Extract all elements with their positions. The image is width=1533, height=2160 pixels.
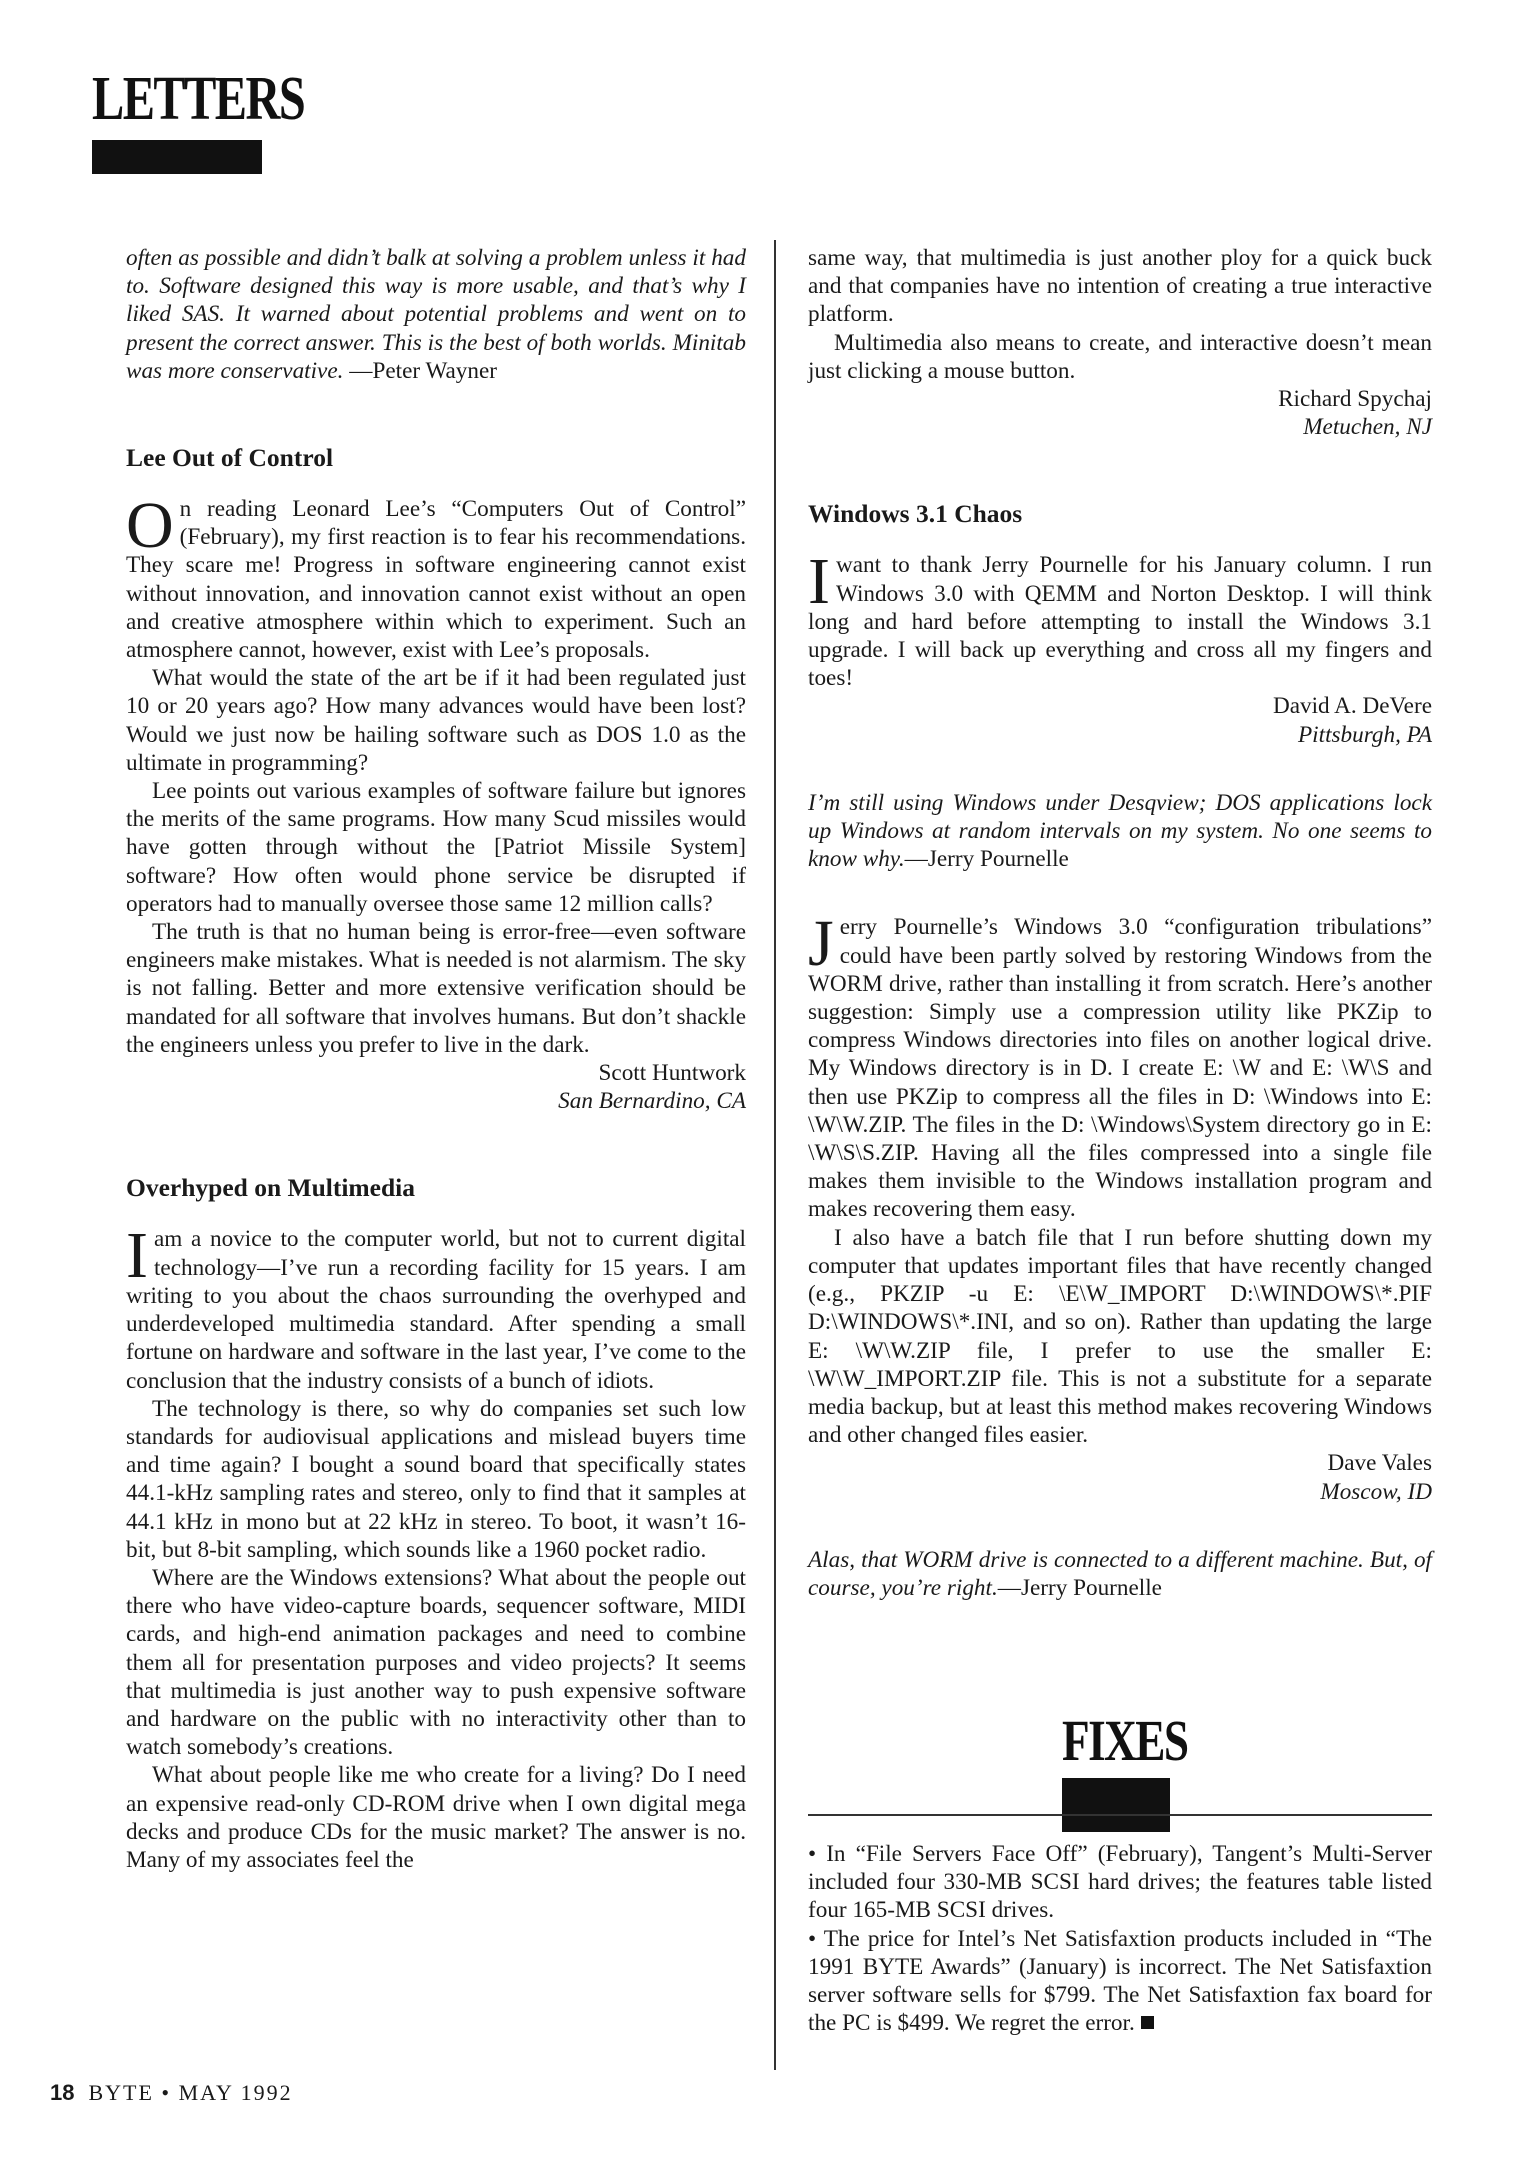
fixes-list (808, 1840, 1432, 2037)
letter-body: The truth is that no human being is error-free—even software engineers make mistakes. What is needed is not alarmism. The sky is not falling. Better and more extensive verification should be mandated for all software that involves humans. But don’t shackle the engineers unless you prefer to live in the dark. (126, 919, 746, 1058)
letter-body: I also have a batch file that I run before shutting down my computer that updates important files that have recently changed (e.g., PKZIP -u E: \E\W_IMPORT D:\WINDOWS\*.PIF D:\WINDOWS\*.INI, and so on). Rather than updating the large E: \W\W.ZIP file, I prefer to use the smaller E: \W\W_IMPORT.ZIP file. This is not a substitute for a separate media backup, but at least this method makes recovering Windows and other changed files easier. (808, 1224, 1432, 1449)
fixes-title: FIXES (1062, 1708, 1188, 1773)
author-location: Metuchen, NJ (1303, 414, 1432, 441)
drop-cap: O (126, 489, 174, 563)
fix-item: • The price for Intel’s Net Satisfaxtion products included in “The 1991 BYTE Awards” (January) is incorrect. The Net Satisfaxtion server software sells for $799. The Net Satisfaxtion fax board for the PC is $499. We regret the error. (808, 1925, 1432, 2037)
letter-body: What would the state of the art be if it had been regulated just 10 or 20 years ago? How many advances would have been lost? Would we just now be hailing software such as DOS 1.0 as the ultimate in programming? (126, 665, 746, 776)
letter-body: What about people like me who create for a living? Do I need an expensive read-only CD-ROM drive when I own digital mega decks and produce CDs for the music market? The answer is no. Many of my associates feel the (126, 1762, 746, 1873)
left-column (126, 244, 746, 1874)
letter-body: The technology is there, so why do companies set such low standards for audiovisual applications and mislead buyers time and time again? I bought a sound board that specifically states 44.1-kHz sampling rates and stereo, only to find that it samples at 44.1 kHz in mono but at 22 kHz in stereo. To boot, it wasn’t 16-bit, but 8-bit sampling, which sounds like a 1960 pocket radio. (126, 1395, 746, 1563)
letter-body: Iam a novice to the computer world, but not to current digital technology—I’ve run a recording facility for 15 years. I am writing to you about the chaos surrounding the overhyped and underdeveloped multimedia standard. After spending a small fortune on hardware and software in the last year, I’ve come to the conclusion that the industry consists of a bunch of idiots. (126, 1219, 746, 1394)
editor-reply: I’m still using Windows under Desqview; DOS applications lock up Windows at random intervals on my system. No one seems to know why.—Jerry Pournelle (808, 789, 1432, 873)
author-location: Moscow, ID (1320, 1478, 1432, 1505)
title-bar (1062, 1778, 1170, 1832)
letter-body: Where are the Windows extensions? What about the people out there who have video-capture boards, sequencer software, MIDI cards, and high-end animation packages and need to combine them all for presentation purposes and video projects? It seems that multimedia is just another way to push expensive software and hardware on the public with no interactivity other than to watch somebody’s creations. (126, 1564, 746, 1761)
right-column (808, 244, 1432, 1602)
fixes-rule (808, 1814, 1432, 1816)
letter-heading-windows: Windows 3.1 Chaos (808, 499, 1023, 529)
title-bar (92, 140, 262, 174)
letter-body: On reading Leonard Lee’s “Computers Out of Control” (February), my first reaction is to fear his recommendations. They scare me! Progress in software engineering cannot exist without innovation, and innovation cannot exist without an open and creative atmosphere within which to experiment. Such an atmosphere cannot, however, exist with Lee’s proposals. (126, 489, 746, 664)
fix-item: • In “File Servers Face Off” (February), Tangent’s Multi-Server included four 330-MB SCSI hard drives; the features table listed four 165-MB SCSI drives. (808, 1841, 1432, 1924)
drop-cap: J (808, 907, 834, 981)
author-name: Scott Huntwork (598, 1060, 746, 1087)
intro-paragraph: often as possible and didn’t balk at solving a problem unless it had to. Software designed this way is more usable, and that’s why I liked SAS. It warned about potential problems and went on to present the correct answer. This is the best of both worlds. Minitab was more conservative. —Peter Wayner (126, 245, 746, 384)
end-mark-icon (1141, 2016, 1154, 2029)
letter-body: Jerry Pournelle’s Windows 3.0 “configuration tribulations” could have been partly solved by restoring Windows from the WORM drive, rather than installing it from scratch. Here’s another suggestion: Simply use a compression utility like PKZip to compress Windows directories into files on another logical drive. My Windows directory is in D. I create E: \W and E: \W\S and then use PKZip to compress all the files in D: \Windows into E: \W\W.ZIP. The files in the D: \Windows\System directory go in E: \W\S\S.ZIP. Having all the files compressed into a single file makes them invisible to the Windows installation program and makes recovering them easy. (808, 907, 1432, 1223)
editor-reply: Alas, that WORM drive is connected to a different machine. But, of course, you’re right.—Jerry Pournelle (808, 1546, 1432, 1601)
letter-body: Lee points out various examples of software failure but ignores the merits of the same programs. How many Scud missiles would have gotten through without the [Patriot Missile System] software? How often would phone service be disrupted if operators had to manually oversee those same 12 million calls? (126, 778, 746, 917)
author-name: David A. DeVere (1272, 693, 1432, 720)
page-number: 18 (50, 2080, 75, 2105)
drop-cap: I (808, 545, 830, 619)
letter-heading-lee: Lee Out of Control (126, 443, 334, 473)
letter-body: Iwant to thank Jerry Pournelle for his January column. I run Windows 3.0 with QEMM and Norton Desktop. I will think long and hard before attempting to install the Windows 3.1 upgrade. I will back up everything and cross all my fingers and toes! (808, 545, 1432, 692)
section-title-letters (92, 65, 364, 174)
letter-heading-multimedia: Overhyped on Multimedia (126, 1173, 416, 1203)
letter-body: same way, that multimedia is just another ploy for a quick buck and that companies have no intention of creating a true interactive platform. (808, 245, 1432, 328)
letters-title: LETTERS (92, 65, 305, 133)
author-name: Richard Spychaj (1278, 386, 1432, 413)
letter-body: Multimedia also means to create, and interactive doesn’t mean just clicking a mouse button. (808, 329, 1432, 384)
author-name: Dave Vales (1327, 1450, 1432, 1477)
footer-text: BYTE • MAY 1992 (88, 2080, 293, 2105)
drop-cap: I (126, 1219, 148, 1293)
page-footer (50, 2080, 293, 2106)
author-location: San Bernardino, CA (558, 1088, 746, 1115)
column-rule (774, 240, 776, 2070)
author-location: Pittsburgh, PA (1298, 721, 1432, 748)
